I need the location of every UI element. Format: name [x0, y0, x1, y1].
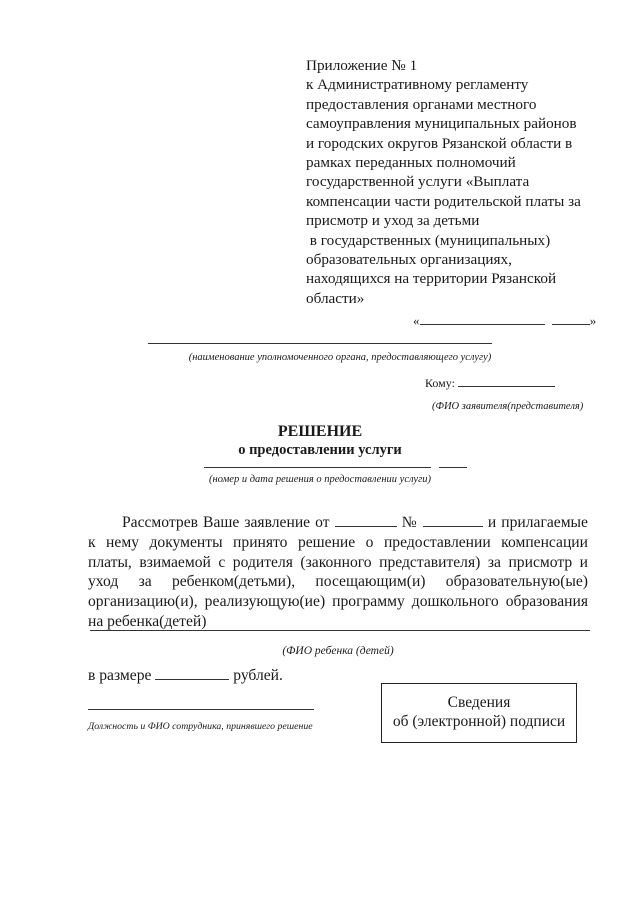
- signature-box-line-1: Сведения: [447, 694, 511, 711]
- date-field[interactable]: [413, 313, 596, 329]
- to-field: [425, 376, 555, 391]
- appendix-line: области»: [306, 289, 365, 307]
- appendix-line: предоставления органами местного: [306, 95, 537, 113]
- signature-box: [381, 683, 577, 743]
- application-date-blank[interactable]: [335, 514, 397, 527]
- appendix-line: к Административному регламенту: [306, 76, 529, 94]
- body-part-1: Рассмотрев Ваше заявление от: [122, 514, 330, 531]
- amount-blank[interactable]: [155, 667, 229, 680]
- decision-subtitle: о предоставлении услуги: [238, 442, 402, 458]
- date-close-quote: »: [589, 313, 597, 328]
- to-label: Кому:: [425, 376, 455, 390]
- appendix-line: самоуправления муниципальных районов: [306, 115, 577, 133]
- employee-caption: Должность и ФИО сотрудника, принявшего решение: [88, 721, 313, 732]
- child-name-line[interactable]: [90, 630, 590, 631]
- appendix-line: присмотр и уход за детьми: [306, 212, 480, 230]
- date-blank[interactable]: [420, 314, 545, 325]
- to-caption: (ФИО заявителя(представителя): [432, 401, 584, 412]
- appendix-line: Приложение № 1: [306, 57, 418, 74]
- decision-number-line-2[interactable]: [439, 467, 467, 468]
- decision-number-line[interactable]: [204, 467, 431, 468]
- amount-prefix: в размере: [88, 667, 152, 684]
- body-part-2: №: [401, 514, 418, 531]
- body-part-3: и прилагаемые к нему документы принято решение о предоставлении компенсации платы, взимаемой с родителя (законного представителя) за присмотр и уход за ребенком(детьми), посещающим(и) образовательную(ые) организацию(и), реализующую(ие) программу дошкольного образования на ребенка(детей): [88, 514, 588, 630]
- application-number-blank[interactable]: [423, 514, 483, 527]
- date-open-quote: «: [413, 313, 420, 328]
- date-year-blank[interactable]: [552, 314, 590, 325]
- appendix-line: находящихся на территории Рязанской: [306, 270, 557, 288]
- decision-body: [88, 513, 588, 632]
- signature-box-line-2: об (электронной) подписи: [392, 713, 566, 730]
- appendix-line: компенсации части родительской платы за: [306, 192, 581, 210]
- appendix-line: и городских округов Рязанской области в: [306, 134, 573, 152]
- appendix-line: рамках переданных полномочий: [306, 154, 516, 172]
- appendix-header: [306, 56, 606, 308]
- decision-title: РЕШЕНИЕ: [277, 423, 363, 440]
- appendix-line: в государственных (муниципальных): [306, 231, 551, 249]
- authority-line[interactable]: [148, 343, 492, 344]
- appendix-line: государственной услуги «Выплата: [306, 173, 530, 191]
- to-blank[interactable]: [458, 377, 555, 387]
- authority-caption: (наименование уполномоченного органа, предоставляющего услугу): [188, 352, 492, 363]
- decision-number-caption: (номер и дата решения о предоставлении услуги): [209, 474, 431, 485]
- amount-field: [88, 667, 283, 685]
- amount-suffix: рублей.: [233, 667, 283, 684]
- employee-line[interactable]: [88, 709, 314, 710]
- child-caption: (ФИО ребенка (детей): [282, 645, 394, 657]
- appendix-line: образовательных организациях,: [306, 251, 512, 269]
